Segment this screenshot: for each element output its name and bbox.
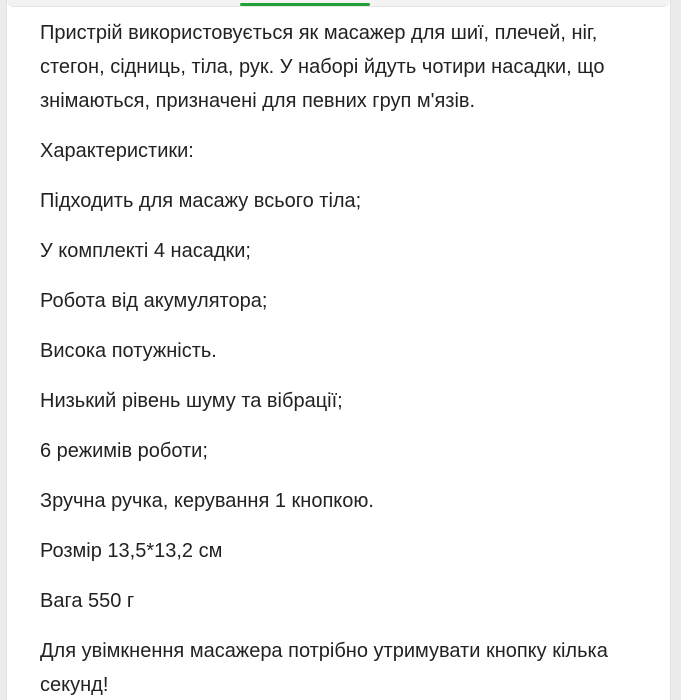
product-description-card <box>6 0 671 700</box>
feature-item: Підходить для масажу всього тіла; <box>40 190 362 212</box>
feature-item: Низький рівень шуму та вібрації; <box>40 390 343 412</box>
feature-item: Зручна ручка, керування 1 кнопкою. <box>40 490 374 512</box>
feature-item: Розмір 13,5*13,2 см <box>40 540 223 562</box>
feature-item: Вага 550 г <box>40 590 135 612</box>
feature-item: Робота від акумулятора; <box>40 290 268 312</box>
features-heading: Характеристики: <box>40 140 194 162</box>
description-intro: Пристрій використовується як масажер для шиї, плечей, ніг, стегон, сідниць, тіла, рук. У наборі йдуть чотири насадки, що знімаються, призначені для певних груп м'язів. <box>40 22 605 112</box>
feature-item: У комплекті 4 насадки; <box>40 240 251 262</box>
active-tab-indicator <box>240 3 370 6</box>
usage-note: Для увімкнення масажера потрібно утримувати кнопку кілька секунд! <box>40 640 608 696</box>
feature-item: Висока потужність. <box>40 340 217 362</box>
description-content <box>40 16 650 700</box>
feature-item: 6 режимів роботи; <box>40 440 208 462</box>
